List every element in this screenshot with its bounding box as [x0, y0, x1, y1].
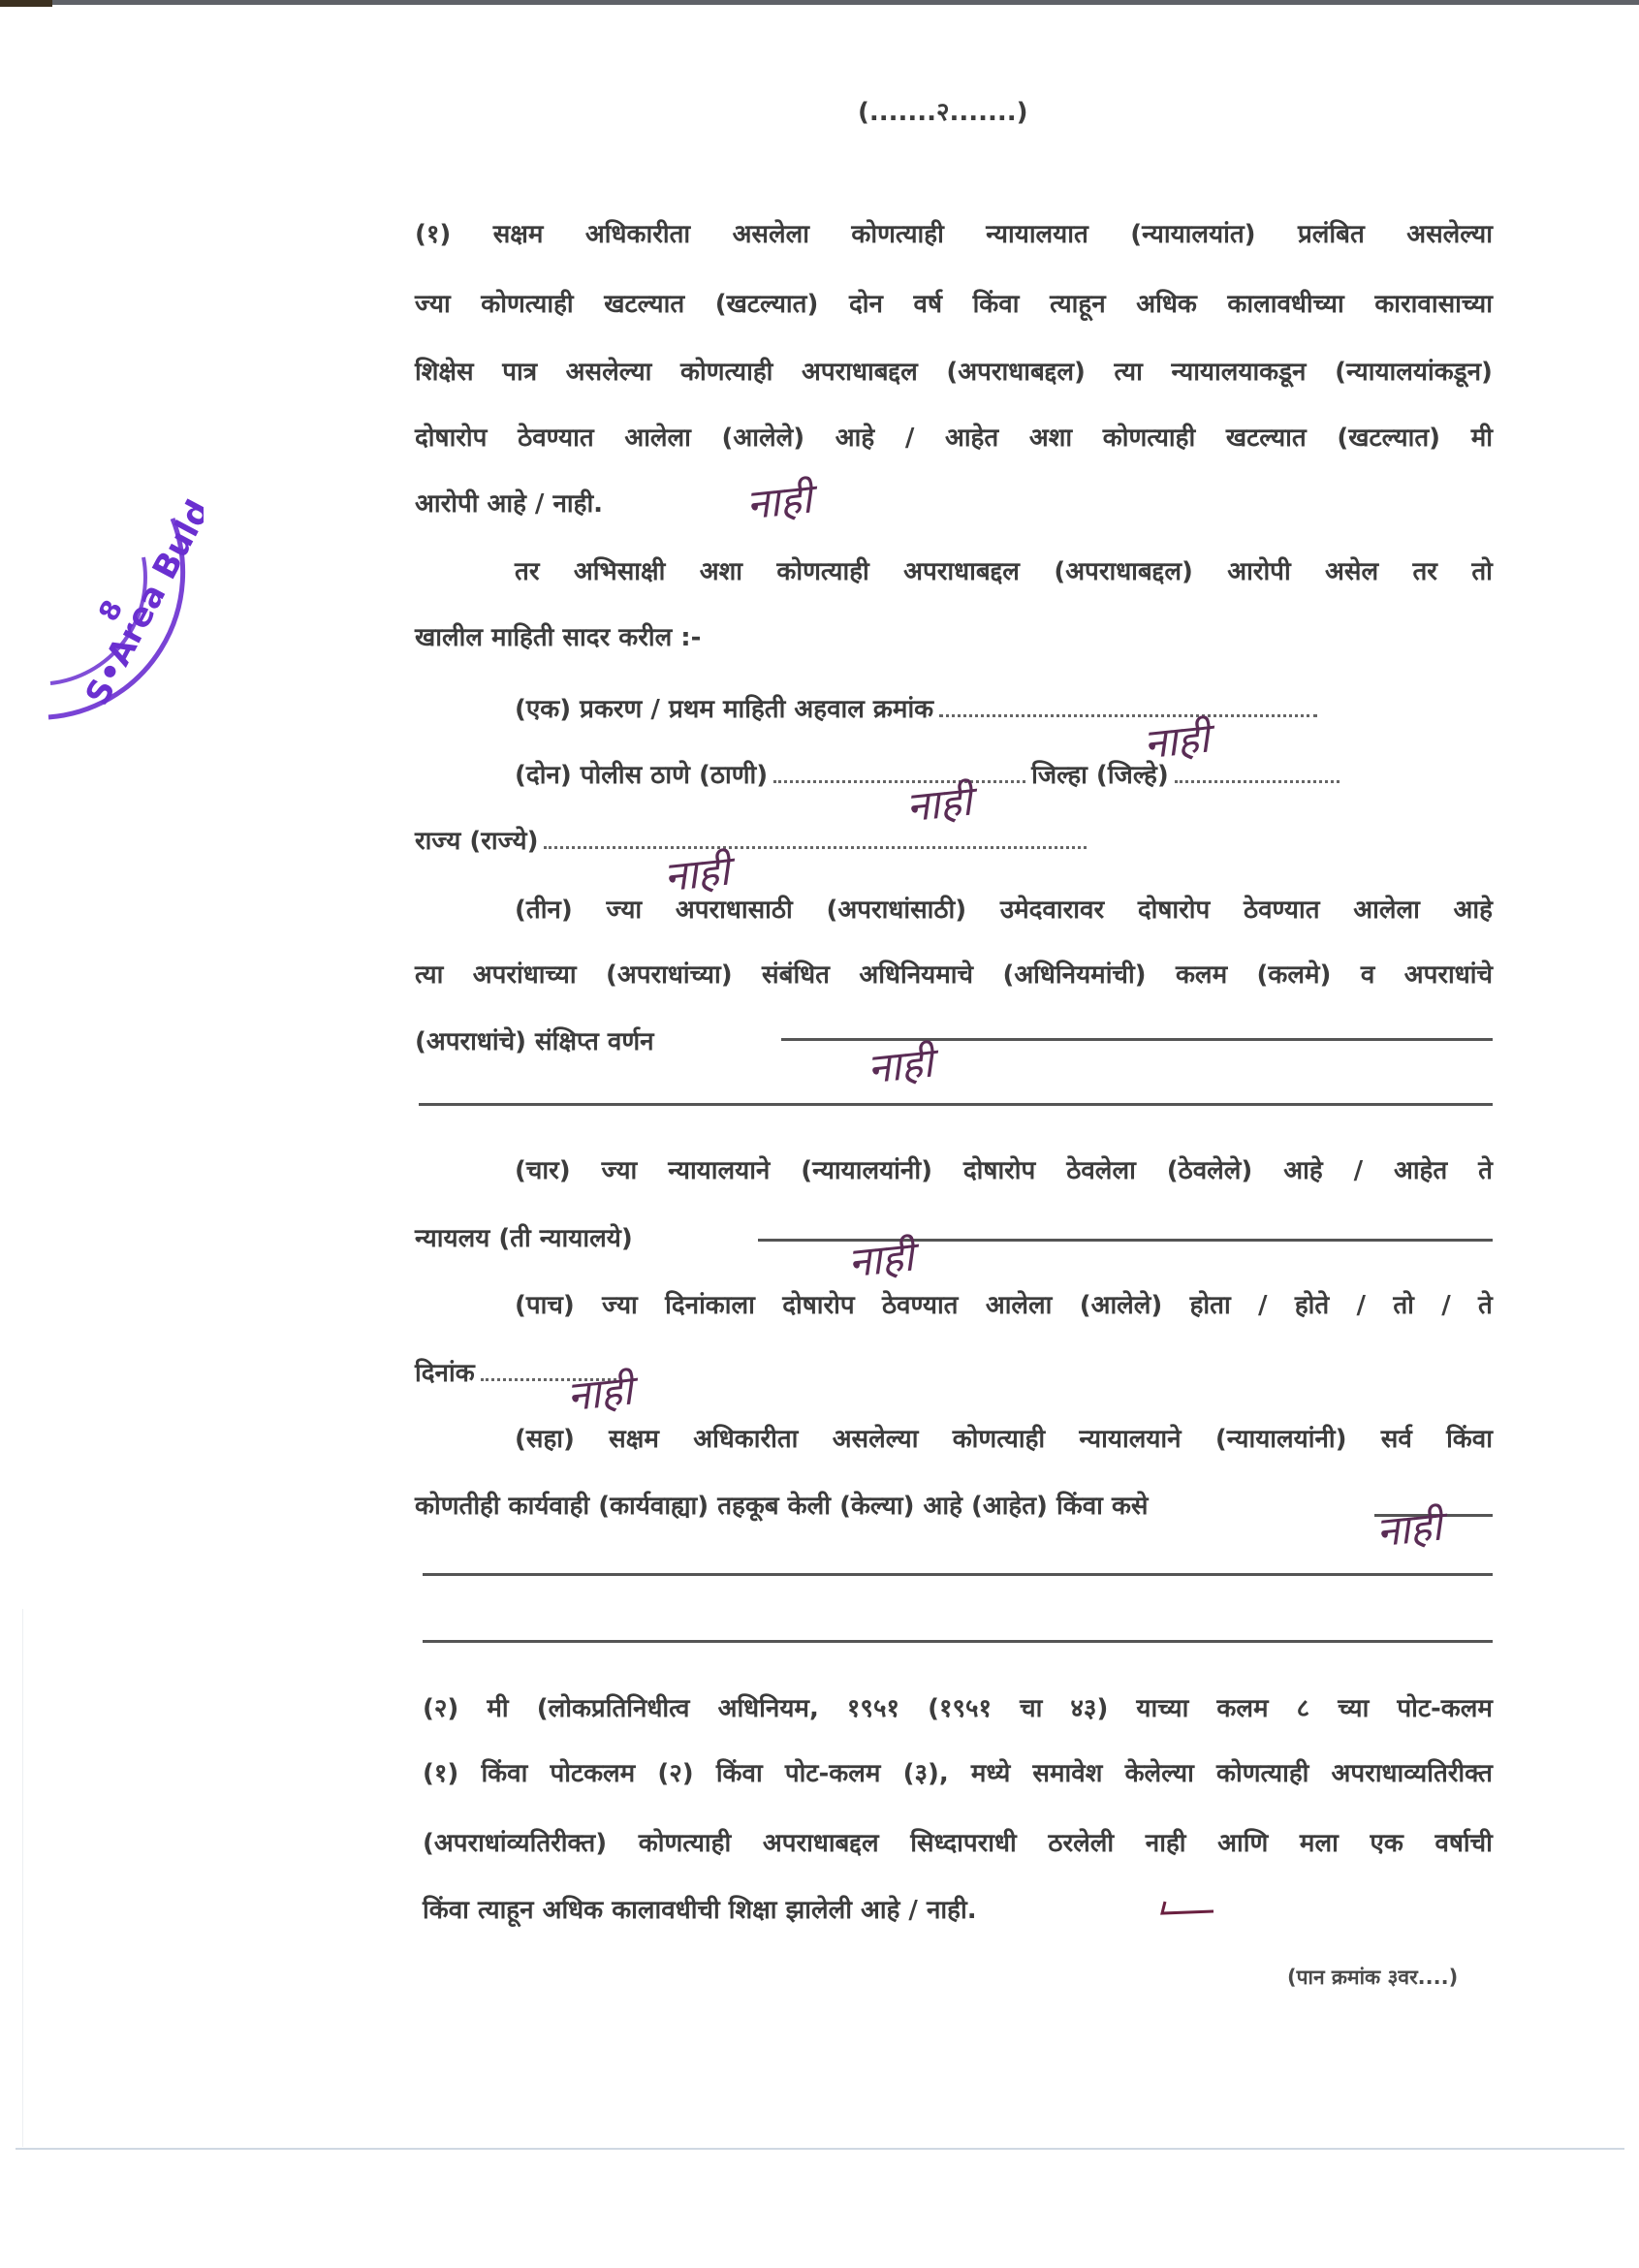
- word: (१९५१: [928, 1694, 993, 1723]
- word: ४३): [1070, 1694, 1109, 1723]
- word: ज्या: [606, 896, 643, 925]
- word: पात्र: [502, 358, 538, 387]
- check-mark-icon: [1159, 1898, 1217, 1921]
- word: (अपराधांच्या): [606, 961, 733, 990]
- word: अशा: [1028, 424, 1073, 453]
- adjournment-rule-3: [423, 1640, 1493, 1643]
- item-saha-line-1: [515, 1420, 1493, 1459]
- word: ज्या: [602, 1291, 638, 1320]
- word: पोट-कलम: [1397, 1694, 1493, 1723]
- word: ज्या: [415, 290, 451, 319]
- word: (१): [415, 220, 452, 249]
- word: असलेल्या: [1406, 220, 1493, 249]
- item-don-state-row: [415, 822, 1493, 861]
- word: सक्षम: [492, 220, 544, 249]
- word: ते: [1478, 1291, 1493, 1320]
- word: (तीन): [515, 896, 573, 925]
- rubber-stamp: [29, 489, 204, 732]
- word: असेल: [1325, 557, 1379, 586]
- word: ८: [1296, 1694, 1310, 1723]
- word: संबंधित: [762, 961, 830, 990]
- item-don-state-label: राज्य (राज्ये): [415, 827, 539, 856]
- word: नाही: [1145, 1829, 1186, 1858]
- item-don-district-label: जिल्हा (जिल्हे): [1031, 761, 1169, 790]
- word: ते: [1478, 1156, 1493, 1185]
- word: कोणत्याही: [481, 290, 574, 319]
- word: अपराधासाठी: [675, 896, 793, 925]
- s1-line-1: [415, 215, 1493, 254]
- word: किंवा: [972, 290, 1020, 319]
- word: अपराधाव्यतिरीक्त: [1331, 1759, 1493, 1788]
- word: आलेला: [624, 424, 691, 453]
- word: किंवा: [481, 1759, 528, 1788]
- word: कोणत्याही: [952, 1425, 1046, 1454]
- word: (लोकप्रतिनिधीत्व: [536, 1694, 690, 1723]
- handwritten-answer: नाही: [865, 1038, 935, 1093]
- word: (खटल्यात): [1337, 424, 1441, 453]
- word: च्या: [1338, 1694, 1370, 1723]
- word: अधिनियम,: [717, 1694, 819, 1723]
- word: (न्यायालयांकडून): [1335, 358, 1493, 387]
- word: आहेत: [944, 424, 999, 453]
- handwritten-answer: नाही: [661, 846, 732, 901]
- word: दोषारोप: [782, 1291, 855, 1320]
- word: (अपराधांसाठी): [826, 896, 967, 925]
- word: कोणत्याही: [638, 1829, 732, 1858]
- intro-line-2: खालील माहिती सादर करील :-: [415, 623, 702, 652]
- item-char-line-2: न्यायलय (ती न्यायालये): [415, 1224, 633, 1253]
- word: असलेल्या: [832, 1425, 919, 1454]
- word: (१): [423, 1759, 459, 1788]
- item-ek-label: (एक) प्रकरण / प्रथम माहिती अहवाल क्रमांक: [515, 695, 934, 724]
- word: आलेला: [1353, 896, 1420, 925]
- word: (पाच): [515, 1291, 575, 1320]
- district-blank: [1175, 759, 1340, 783]
- word: शिक्षेस: [415, 358, 474, 387]
- word: अभिसाक्षी: [573, 557, 666, 586]
- word: कारावासाच्या: [1374, 290, 1493, 319]
- word: आहे: [1453, 896, 1493, 925]
- word: अधिकारीता: [693, 1425, 799, 1454]
- word: अपराधाबद्दल: [903, 557, 1020, 586]
- word: (ठेवलेले): [1166, 1156, 1253, 1185]
- word: तर: [1412, 557, 1437, 586]
- word: (२): [423, 1694, 459, 1723]
- word: (२): [657, 1759, 694, 1788]
- word: अधिनियमाचे: [859, 961, 974, 990]
- item-don-police-label: (दोन) पोलीस ठाणे (ठाणी): [515, 761, 769, 790]
- word: मी: [487, 1694, 509, 1723]
- word: दोषारोप: [962, 1156, 1036, 1185]
- word: कोणत्याही: [680, 358, 773, 387]
- word: (अपराधाबद्दल): [946, 358, 1086, 387]
- handwritten-answer: नाही: [1141, 713, 1212, 769]
- scan-left-edge: [22, 1609, 23, 2147]
- word: आणि: [1217, 1829, 1269, 1858]
- word: (कलमे): [1256, 961, 1332, 990]
- word: अशा: [699, 557, 743, 586]
- word: /: [1441, 1291, 1451, 1320]
- handwritten-answer: नाही: [1373, 1501, 1444, 1557]
- word: याच्या: [1136, 1694, 1189, 1723]
- word: अपरांधाच्या: [472, 961, 577, 990]
- s2-line-4: किंवा त्याहून अधिक कालावधीची शिक्षा झालेली आहे / नाही.: [423, 1896, 977, 1925]
- item-teen-line-2: [415, 956, 1493, 994]
- word: व: [1360, 961, 1375, 990]
- word: उमेदवारावर: [999, 896, 1105, 925]
- scan-top-edge: [0, 0, 1639, 5]
- intro-line-1: [515, 552, 1493, 591]
- item-teen-line-3: (अपराधांचे) संक्षिप्त वर्णन: [415, 1027, 654, 1056]
- s2-line-3: [423, 1824, 1493, 1863]
- item-teen-line-1: [515, 891, 1493, 929]
- word: न्यायालयात: [986, 220, 1088, 249]
- word: /: [1356, 1291, 1367, 1320]
- word: त्या: [1114, 358, 1143, 387]
- s1-line-3: [415, 353, 1493, 392]
- page-continuation: (पान क्रमांक ३वर....): [1287, 1966, 1459, 1989]
- word: अपराधांचे: [1403, 961, 1493, 990]
- word: कोणत्याही: [776, 557, 869, 586]
- word: अधिकारीता: [584, 220, 691, 249]
- word: पोट-कलम: [784, 1759, 881, 1788]
- word: (न्यायालयांनी): [801, 1156, 932, 1185]
- handwritten-answer: नाही: [903, 776, 974, 832]
- word: त्या: [415, 961, 444, 990]
- word: मी: [1470, 424, 1493, 453]
- description-rule-2: [419, 1103, 1493, 1106]
- police-station-blank: [773, 759, 1025, 783]
- word: वर्षाची: [1434, 1829, 1493, 1858]
- word: मध्ये: [970, 1759, 1011, 1788]
- word: (अपराधांव्यतिरीक्त): [423, 1829, 608, 1858]
- word: एक: [1370, 1829, 1403, 1858]
- s1-line-4: [415, 419, 1493, 457]
- word: पोटकलम: [550, 1759, 636, 1788]
- word: कोणत्याही: [1216, 1759, 1309, 1788]
- word: प्रलंबित: [1297, 220, 1365, 249]
- word: (न्यायालयांनी): [1214, 1425, 1347, 1454]
- word: (अपराधाबद्दल): [1054, 557, 1193, 586]
- word: न्यायालयाने: [668, 1156, 771, 1185]
- word: (खटल्यात): [714, 290, 819, 319]
- word: (आलेले): [1079, 1291, 1163, 1320]
- word: (अधिनियमांची): [1002, 961, 1147, 990]
- word: होता: [1189, 1291, 1231, 1320]
- word: मला: [1299, 1829, 1339, 1858]
- word: अधिक: [1136, 290, 1197, 319]
- item-ek-row: [515, 690, 1493, 729]
- word: खटल्यात: [1225, 424, 1307, 453]
- word: आहेत: [1393, 1156, 1448, 1185]
- word: (चार): [515, 1156, 571, 1185]
- word: ठेवण्यात: [881, 1291, 959, 1320]
- word: सक्षम: [609, 1425, 659, 1454]
- word: असलेल्या: [565, 358, 652, 387]
- handwritten-answer: नाही: [845, 1232, 916, 1287]
- item-pach-date-label: दिनांक: [415, 1359, 475, 1388]
- word: तो: [1393, 1291, 1414, 1320]
- word: /: [1353, 1156, 1364, 1185]
- word: समावेश: [1032, 1759, 1103, 1788]
- page-header: (.......२.......): [858, 98, 1028, 127]
- word: (३),: [902, 1759, 949, 1788]
- word: सर्व: [1380, 1425, 1412, 1454]
- item-pach-line-1: [515, 1286, 1493, 1325]
- word: त्याहून: [1050, 290, 1106, 319]
- word: ठरलेली: [1048, 1829, 1115, 1858]
- word: किंवा: [715, 1759, 763, 1788]
- word: १९५१: [846, 1694, 899, 1723]
- word: अपराधाबद्दल: [801, 358, 918, 387]
- word: कलम: [1216, 1694, 1269, 1723]
- word: ठेवलेला: [1066, 1156, 1136, 1185]
- word: दोन: [848, 290, 883, 319]
- item-don-row: [515, 756, 1493, 795]
- word: ठेवण्यात: [1243, 896, 1320, 925]
- state-blank: [544, 825, 1087, 849]
- word: खटल्यात: [604, 290, 685, 319]
- word: (सहा): [515, 1425, 575, 1454]
- word: आहे: [835, 424, 875, 453]
- s2-line-1: [423, 1689, 1493, 1728]
- s1-line-2: [415, 285, 1493, 324]
- item-char-line-1: [515, 1151, 1493, 1190]
- handwritten-answer: नाही: [743, 474, 814, 529]
- word: ठेवण्यात: [518, 424, 594, 453]
- word: होते: [1294, 1291, 1330, 1320]
- s1-line-5: आरोपी आहे / नाही.: [415, 489, 604, 519]
- word: (आलेले): [721, 424, 805, 453]
- stamp-number: 8: [92, 594, 130, 627]
- word: दोषारोप: [415, 424, 488, 453]
- word: वर्ष: [913, 290, 942, 319]
- word: किंवा: [1446, 1425, 1493, 1454]
- word: /: [1258, 1291, 1268, 1320]
- word: दिनांकाला: [665, 1291, 755, 1320]
- word: चा: [1020, 1694, 1043, 1723]
- scan-corner-mark: [0, 0, 52, 7]
- s2-line-2: [423, 1754, 1493, 1793]
- word: अपराधाबद्दल: [762, 1829, 879, 1858]
- word: ज्या: [601, 1156, 638, 1185]
- word: असलेला: [732, 220, 809, 249]
- word: कालावधीच्या: [1227, 290, 1344, 319]
- word: सिध्दापराधी: [910, 1829, 1017, 1858]
- word: आलेला: [985, 1291, 1053, 1320]
- stamp-text: S•Area Buld: [78, 493, 204, 712]
- word: कोणत्याही: [851, 220, 944, 249]
- word: /: [904, 424, 915, 453]
- word: केलेल्या: [1124, 1759, 1194, 1788]
- word: (न्यायालयांत): [1130, 220, 1256, 249]
- word: न्यायालयाने: [1079, 1425, 1182, 1454]
- word: तर: [515, 557, 540, 586]
- scan-bottom-edge: [16, 2148, 1624, 2150]
- handwritten-answer: नाही: [564, 1366, 635, 1421]
- word: आरोपी: [1227, 557, 1291, 586]
- adjournment-rule-2: [423, 1573, 1493, 1576]
- item-ek-blank: [939, 693, 1317, 717]
- word: दोषारोप: [1137, 896, 1211, 925]
- word: आहे: [1283, 1156, 1323, 1185]
- item-saha-line-2: कोणतीही कार्यवाही (कार्यवाह्या) तहकूब केली (केल्या) आहे (आहेत) किंवा कसे: [415, 1492, 1149, 1521]
- word: तो: [1471, 557, 1493, 586]
- word: न्यायालयाकडून: [1171, 358, 1307, 387]
- word: कोणत्याही: [1102, 424, 1196, 453]
- word: कलम: [1175, 961, 1228, 990]
